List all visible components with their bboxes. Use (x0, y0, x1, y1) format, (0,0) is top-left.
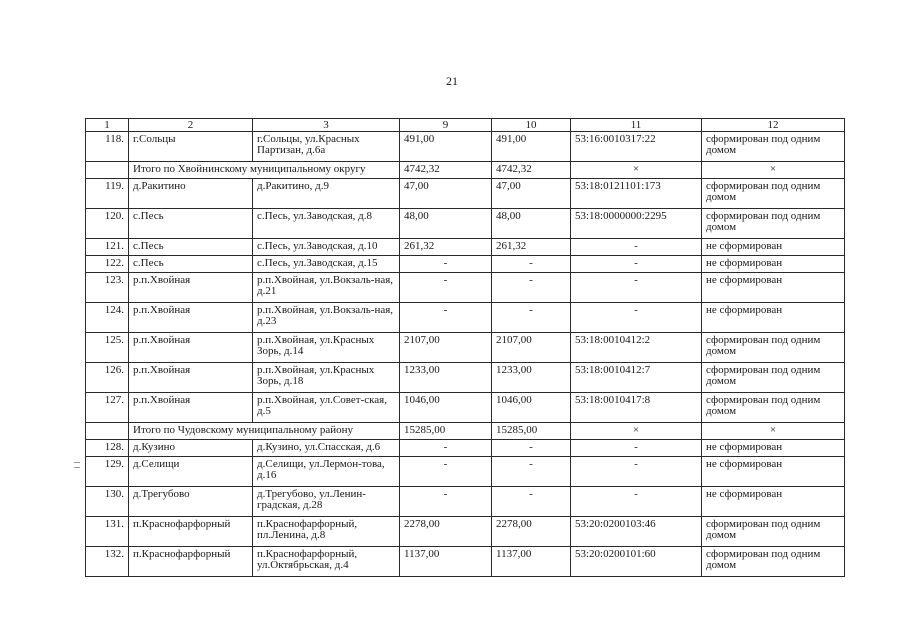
address-cell: р.п.Хвойная, ул.Красных Зорь, д.14 (253, 333, 400, 363)
row-number-cell: 122. (86, 256, 129, 273)
row-number-cell: 130. (86, 487, 129, 517)
cadastral-cell: - (571, 303, 702, 333)
address-cell: р.п.Хвойная, ул.Вокзаль-ная, д.21 (253, 273, 400, 303)
address-cell: р.п.Хвойная, ул.Красных Зорь, д.18 (253, 363, 400, 393)
area-cell: - (400, 457, 492, 487)
col-header: 11 (571, 119, 702, 132)
area-total-cell: 4742,32 (400, 162, 492, 179)
row-number-cell: 123. (86, 273, 129, 303)
area-cell: - (400, 440, 492, 457)
status-cell: сформирован под одним домом (702, 547, 845, 577)
settlement-cell: с.Песь (129, 239, 253, 256)
table-row (86, 457, 845, 487)
row-number-cell: 127. (86, 393, 129, 423)
cadastral-cell: - (571, 273, 702, 303)
area-cell: 1233,00 (400, 363, 492, 393)
area-cell: - (400, 487, 492, 517)
address-cell: д.Кузино, ул.Спасская, д.6 (253, 440, 400, 457)
col-header: 12 (702, 119, 845, 132)
table-row (86, 132, 845, 162)
settlement-cell: р.п.Хвойная (129, 333, 253, 363)
col-header: 3 (253, 119, 400, 132)
cadastral-cell: 53:20:0200103:46 (571, 517, 702, 547)
row-number-cell: 125. (86, 333, 129, 363)
status-cell: сформирован под одним домом (702, 363, 845, 393)
area-cell: 1137,00 (492, 547, 571, 577)
settlement-cell: д.Селищи (129, 457, 253, 487)
page-number: 21 (446, 74, 458, 88)
settlement-cell: с.Песь (129, 209, 253, 239)
address-cell: с.Песь, ул.Заводская, д.10 (253, 239, 400, 256)
cadastral-cell: - (571, 487, 702, 517)
cadastral-cell: × (571, 162, 702, 179)
settlement-cell: р.п.Хвойная (129, 273, 253, 303)
area-cell: - (400, 273, 492, 303)
status-cell: сформирован под одним домом (702, 132, 845, 162)
cadastral-cell: 53:18:0010417:8 (571, 393, 702, 423)
settlement-cell: с.Песь (129, 256, 253, 273)
summary-label: Итого по Чудовскому муниципальному району (129, 423, 400, 440)
settlement-cell: д.Кузино (129, 440, 253, 457)
status-cell: × (702, 423, 845, 440)
col-header: 9 (400, 119, 492, 132)
settlement-cell: п.Краснофарфорный (129, 547, 253, 577)
empty-cell (86, 423, 129, 440)
status-cell: × (702, 162, 845, 179)
status-cell: сформирован под одним домом (702, 333, 845, 363)
status-cell: сформирован под одним домом (702, 179, 845, 209)
summary-row (86, 423, 845, 440)
status-cell: сформирован под одним домом (702, 393, 845, 423)
area-cell: - (492, 273, 571, 303)
col-header: 1 (86, 119, 129, 132)
area-cell: 261,32 (492, 239, 571, 256)
address-cell: р.п.Хвойная, ул.Совет-ская, д.5 (253, 393, 400, 423)
table-row (86, 440, 845, 457)
address-cell: п.Краснофарфорный, пл.Ленина, д.8 (253, 517, 400, 547)
cadastral-cell: 53:18:0010412:7 (571, 363, 702, 393)
area-cell: 48,00 (400, 209, 492, 239)
area-cell: - (492, 457, 571, 487)
area-cell: 1046,00 (400, 393, 492, 423)
row-number-cell: 126. (86, 363, 129, 393)
status-cell: не сформирован (702, 239, 845, 256)
area-cell: 1137,00 (400, 547, 492, 577)
cadastral-cell: 53:18:0000000:2295 (571, 209, 702, 239)
settlement-cell: р.п.Хвойная (129, 393, 253, 423)
area-cell: 1233,00 (492, 363, 571, 393)
cadastral-cell: - (571, 440, 702, 457)
address-cell: с.Песь, ул.Заводская, д.15 (253, 256, 400, 273)
row-number-cell: 132. (86, 547, 129, 577)
row-number-cell: 131. (86, 517, 129, 547)
status-cell: не сформирован (702, 440, 845, 457)
settlement-cell: д.Трегубово (129, 487, 253, 517)
margin-mark (74, 467, 80, 468)
area-cell: 2278,00 (492, 517, 571, 547)
table-row (86, 303, 845, 333)
row-number-cell: 121. (86, 239, 129, 256)
status-cell: не сформирован (702, 487, 845, 517)
area-cell: 491,00 (492, 132, 571, 162)
area-cell: 2107,00 (400, 333, 492, 363)
row-number-cell: 128. (86, 440, 129, 457)
cadastral-cell: × (571, 423, 702, 440)
area-cell: 48,00 (492, 209, 571, 239)
area-total-cell: 4742,32 (492, 162, 571, 179)
cadastral-cell: 53:16:0010317:22 (571, 132, 702, 162)
area-cell: 2278,00 (400, 517, 492, 547)
margin-mark (74, 462, 80, 463)
table-row (86, 209, 845, 239)
area-cell: - (400, 303, 492, 333)
row-number-cell: 129. (86, 457, 129, 487)
row-number-cell: 120. (86, 209, 129, 239)
status-cell: сформирован под одним домом (702, 517, 845, 547)
address-cell: р.п.Хвойная, ул.Вокзаль-ная, д.23 (253, 303, 400, 333)
area-cell: - (492, 440, 571, 457)
address-cell: д.Трегубово, ул.Ленин-градская, д.28 (253, 487, 400, 517)
cadastral-cell: - (571, 457, 702, 487)
column-number-row (86, 119, 845, 132)
settlement-cell: р.п.Хвойная (129, 363, 253, 393)
address-cell: с.Песь, ул.Заводская, д.8 (253, 209, 400, 239)
table-row (86, 333, 845, 363)
summary-label: Итого по Хвойнинскому муниципальному округу (129, 162, 400, 179)
row-number-cell: 119. (86, 179, 129, 209)
settlement-cell: р.п.Хвойная (129, 303, 253, 333)
status-cell: сформирован под одним домом (702, 209, 845, 239)
table-row (86, 393, 845, 423)
summary-row (86, 162, 845, 179)
area-cell: 261,32 (400, 239, 492, 256)
cadastral-cell: 53:18:0121101:173 (571, 179, 702, 209)
table-row (86, 363, 845, 393)
table-row (86, 256, 845, 273)
table-row (86, 547, 845, 577)
settlement-cell: г.Сольцы (129, 132, 253, 162)
empty-cell (86, 162, 129, 179)
table-row (86, 517, 845, 547)
table-row (86, 273, 845, 303)
status-cell: не сформирован (702, 273, 845, 303)
address-cell: д.Селищи, ул.Лермон-това, д.16 (253, 457, 400, 487)
area-cell: - (492, 256, 571, 273)
area-cell: - (492, 487, 571, 517)
register-table (85, 118, 845, 577)
status-cell: не сформирован (702, 303, 845, 333)
area-cell: 1046,00 (492, 393, 571, 423)
address-cell: п.Краснофарфорный, ул.Октябрьская, д.4 (253, 547, 400, 577)
cadastral-cell: - (571, 239, 702, 256)
col-header: 2 (129, 119, 253, 132)
area-cell: 47,00 (400, 179, 492, 209)
area-cell: - (492, 303, 571, 333)
row-number-cell: 118. (86, 132, 129, 162)
table-row (86, 179, 845, 209)
status-cell: не сформирован (702, 457, 845, 487)
row-number-cell: 124. (86, 303, 129, 333)
area-total-cell: 15285,00 (400, 423, 492, 440)
address-cell: д.Ракитино, д.9 (253, 179, 400, 209)
area-cell: 2107,00 (492, 333, 571, 363)
area-cell: 47,00 (492, 179, 571, 209)
cadastral-cell: - (571, 256, 702, 273)
area-cell: - (400, 256, 492, 273)
address-cell: г.Сольцы, ул.Красных Партизан, д.6а (253, 132, 400, 162)
status-cell: не сформирован (702, 256, 845, 273)
cadastral-cell: 53:20:0200101:60 (571, 547, 702, 577)
cadastral-cell: 53:18:0010412:2 (571, 333, 702, 363)
area-cell: 491,00 (400, 132, 492, 162)
area-total-cell: 15285,00 (492, 423, 571, 440)
settlement-cell: д.Ракитино (129, 179, 253, 209)
table-row (86, 487, 845, 517)
settlement-cell: п.Краснофарфорный (129, 517, 253, 547)
col-header: 10 (492, 119, 571, 132)
table-row (86, 239, 845, 256)
